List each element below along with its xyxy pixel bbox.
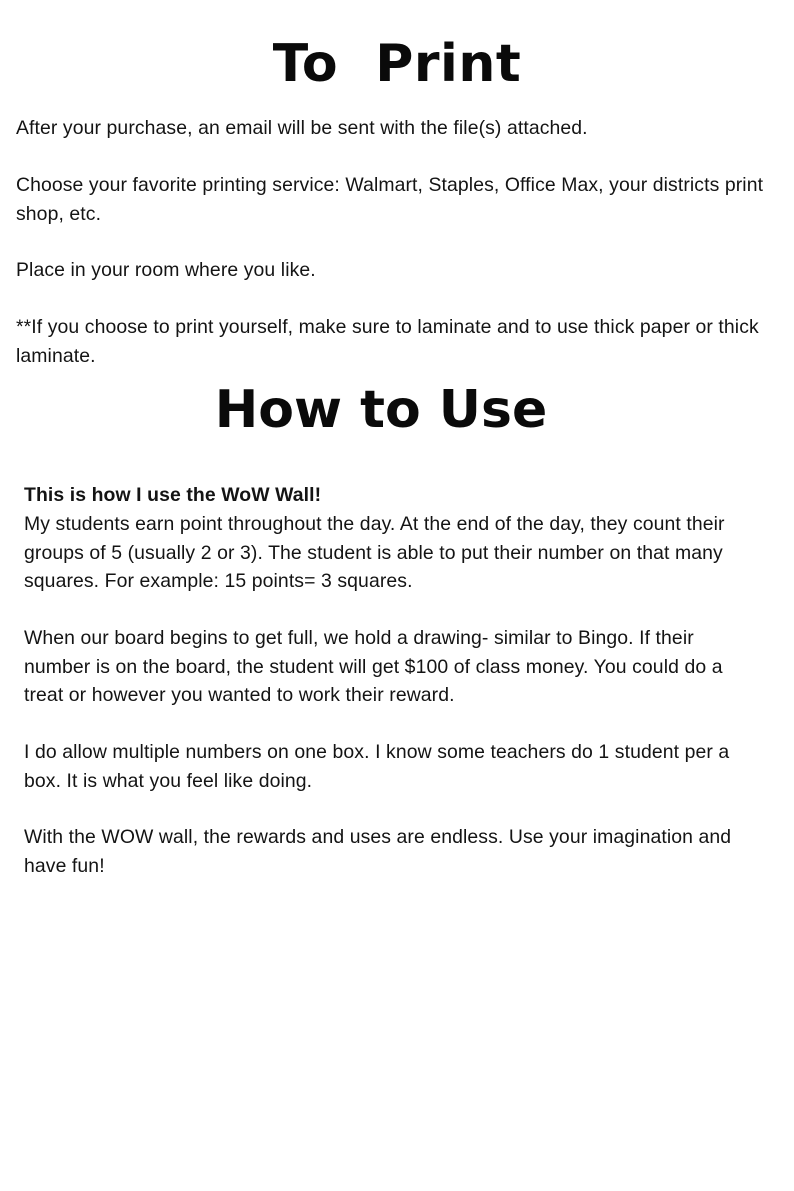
to-print-paragraph-laminate: **If you choose to print yourself, make sure to laminate and to use thick paper or thick laminate. [16,316,759,367]
to-print-heading: To Print [272,34,522,94]
how-to-use-paragraph-rewards: With the WOW wall, the rewards and uses are endless. Use your imagination and have fun! [24,826,732,877]
to-print-paragraph-placement: Place in your room where you like. [16,259,316,281]
to-print-paragraph-email: After your purchase, an email will be sent with the file(s) attached. [16,117,588,139]
to-print-paragraph-service: Choose your favorite printing service: Walmart, Staples, Office Max, your districts print shop, etc. [16,174,764,225]
how-to-use-paragraph-multiple: I do allow multiple numbers on one box. I know some teachers do 1 student per a box. It is what you feel like doing. [24,741,730,792]
how-to-use-paragraph-points: My students earn point throughout the day. At the end of the day, they count their groups of 5 (usually 2 or 3). The student is able to put their number on that many squares. For example: 15 points= 3 squares. [24,513,725,592]
how-to-use-heading: How to Use [214,380,548,440]
how-to-use-intro: This is how I use the WoW Wall! [24,484,322,506]
how-to-use-paragraph-drawing: When our board begins to get full, we hold a drawing- similar to Bingo. If their number is on the board, the student will get $100 of class money. You could do a treat or however you wanted to work their reward. [24,627,723,706]
